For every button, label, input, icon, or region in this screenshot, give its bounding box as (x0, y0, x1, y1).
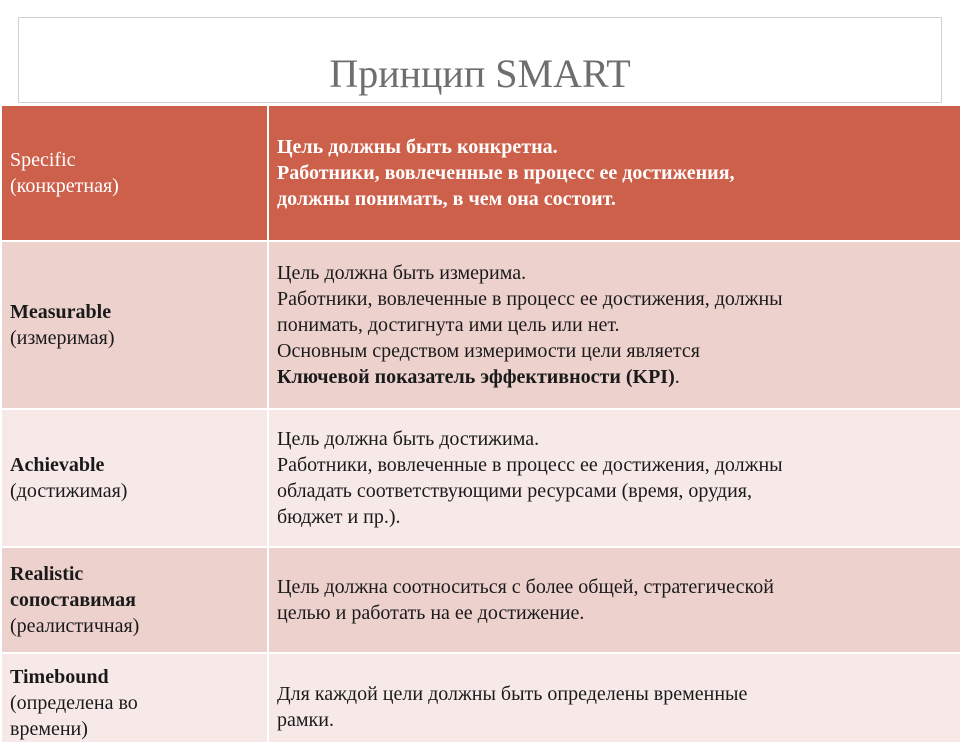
criterion-name-en: Specific (10, 149, 76, 171)
description-line: бюджет и пр.). (277, 506, 401, 528)
criterion-cell (1, 105, 268, 241)
description-line: Цель должны быть конкретна. (277, 136, 558, 158)
description-line: Работники, вовлеченные в процесс ее достижения, (277, 162, 735, 184)
description-line: Основным средством измеримости цели является (277, 340, 700, 362)
criterion-name-en: Achievable (10, 454, 105, 476)
description-cell (268, 241, 960, 409)
slide-title: Принцип SMART (329, 51, 631, 96)
table-row-realistic (1, 547, 960, 653)
criterion-name-ru: (реалистичная) (10, 615, 140, 637)
description-cell (268, 409, 960, 547)
criterion-name-en: Measurable (10, 301, 112, 323)
description-line: Цель должна соотноситься с более общей, стратегической (277, 576, 774, 598)
kpi-emphasis: Ключевой показатель эффективности (KPI) (277, 366, 675, 388)
criterion-name-ru: (конкретная) (10, 175, 119, 197)
criterion-name-ru: (измеримая) (10, 327, 115, 349)
description-line: Работники, вовлеченные в процесс ее достижения, должны (277, 288, 783, 310)
description-line: Работники, вовлеченные в процесс ее достижения, должны (277, 454, 783, 476)
description-line: Цель должна быть достижима. (277, 428, 540, 450)
criterion-name-ru: (достижимая) (10, 480, 128, 502)
description-line: понимать, достигнута ими цель или нет. (277, 314, 620, 336)
description-line: Цель должна быть измерима. (277, 262, 527, 284)
criterion-name-en: Timebound (10, 666, 109, 688)
criterion-name-ru: времени) (10, 718, 88, 740)
criterion-name-ru-bold: сопоставимая (10, 589, 136, 611)
criterion-name-ru: (определена во (10, 692, 138, 714)
description-line: целью и работать на ее достижение. (277, 602, 585, 624)
smart-table (0, 104, 960, 744)
description-line: обладать соответствующими ресурсами (время, орудия, (277, 480, 752, 502)
description-line: Для каждой цели должны быть определены временные (277, 683, 748, 705)
criterion-cell (1, 547, 268, 653)
description-cell (268, 653, 960, 743)
description-cell (268, 547, 960, 653)
criterion-cell (1, 409, 268, 547)
table-row-achievable (1, 409, 960, 547)
description-cell (268, 105, 960, 241)
description-line: рамки. (277, 709, 334, 731)
kpi-tail: . (674, 366, 680, 388)
description-line-kpi (277, 364, 952, 390)
criterion-name-en: Realistic (10, 563, 84, 585)
table-row-measurable (1, 241, 960, 409)
table-row-timebound (1, 653, 960, 743)
description-line: должны понимать, в чем она состоит. (277, 188, 616, 210)
table-row-specific (1, 105, 960, 241)
criterion-cell (1, 653, 268, 743)
criterion-cell (1, 241, 268, 409)
